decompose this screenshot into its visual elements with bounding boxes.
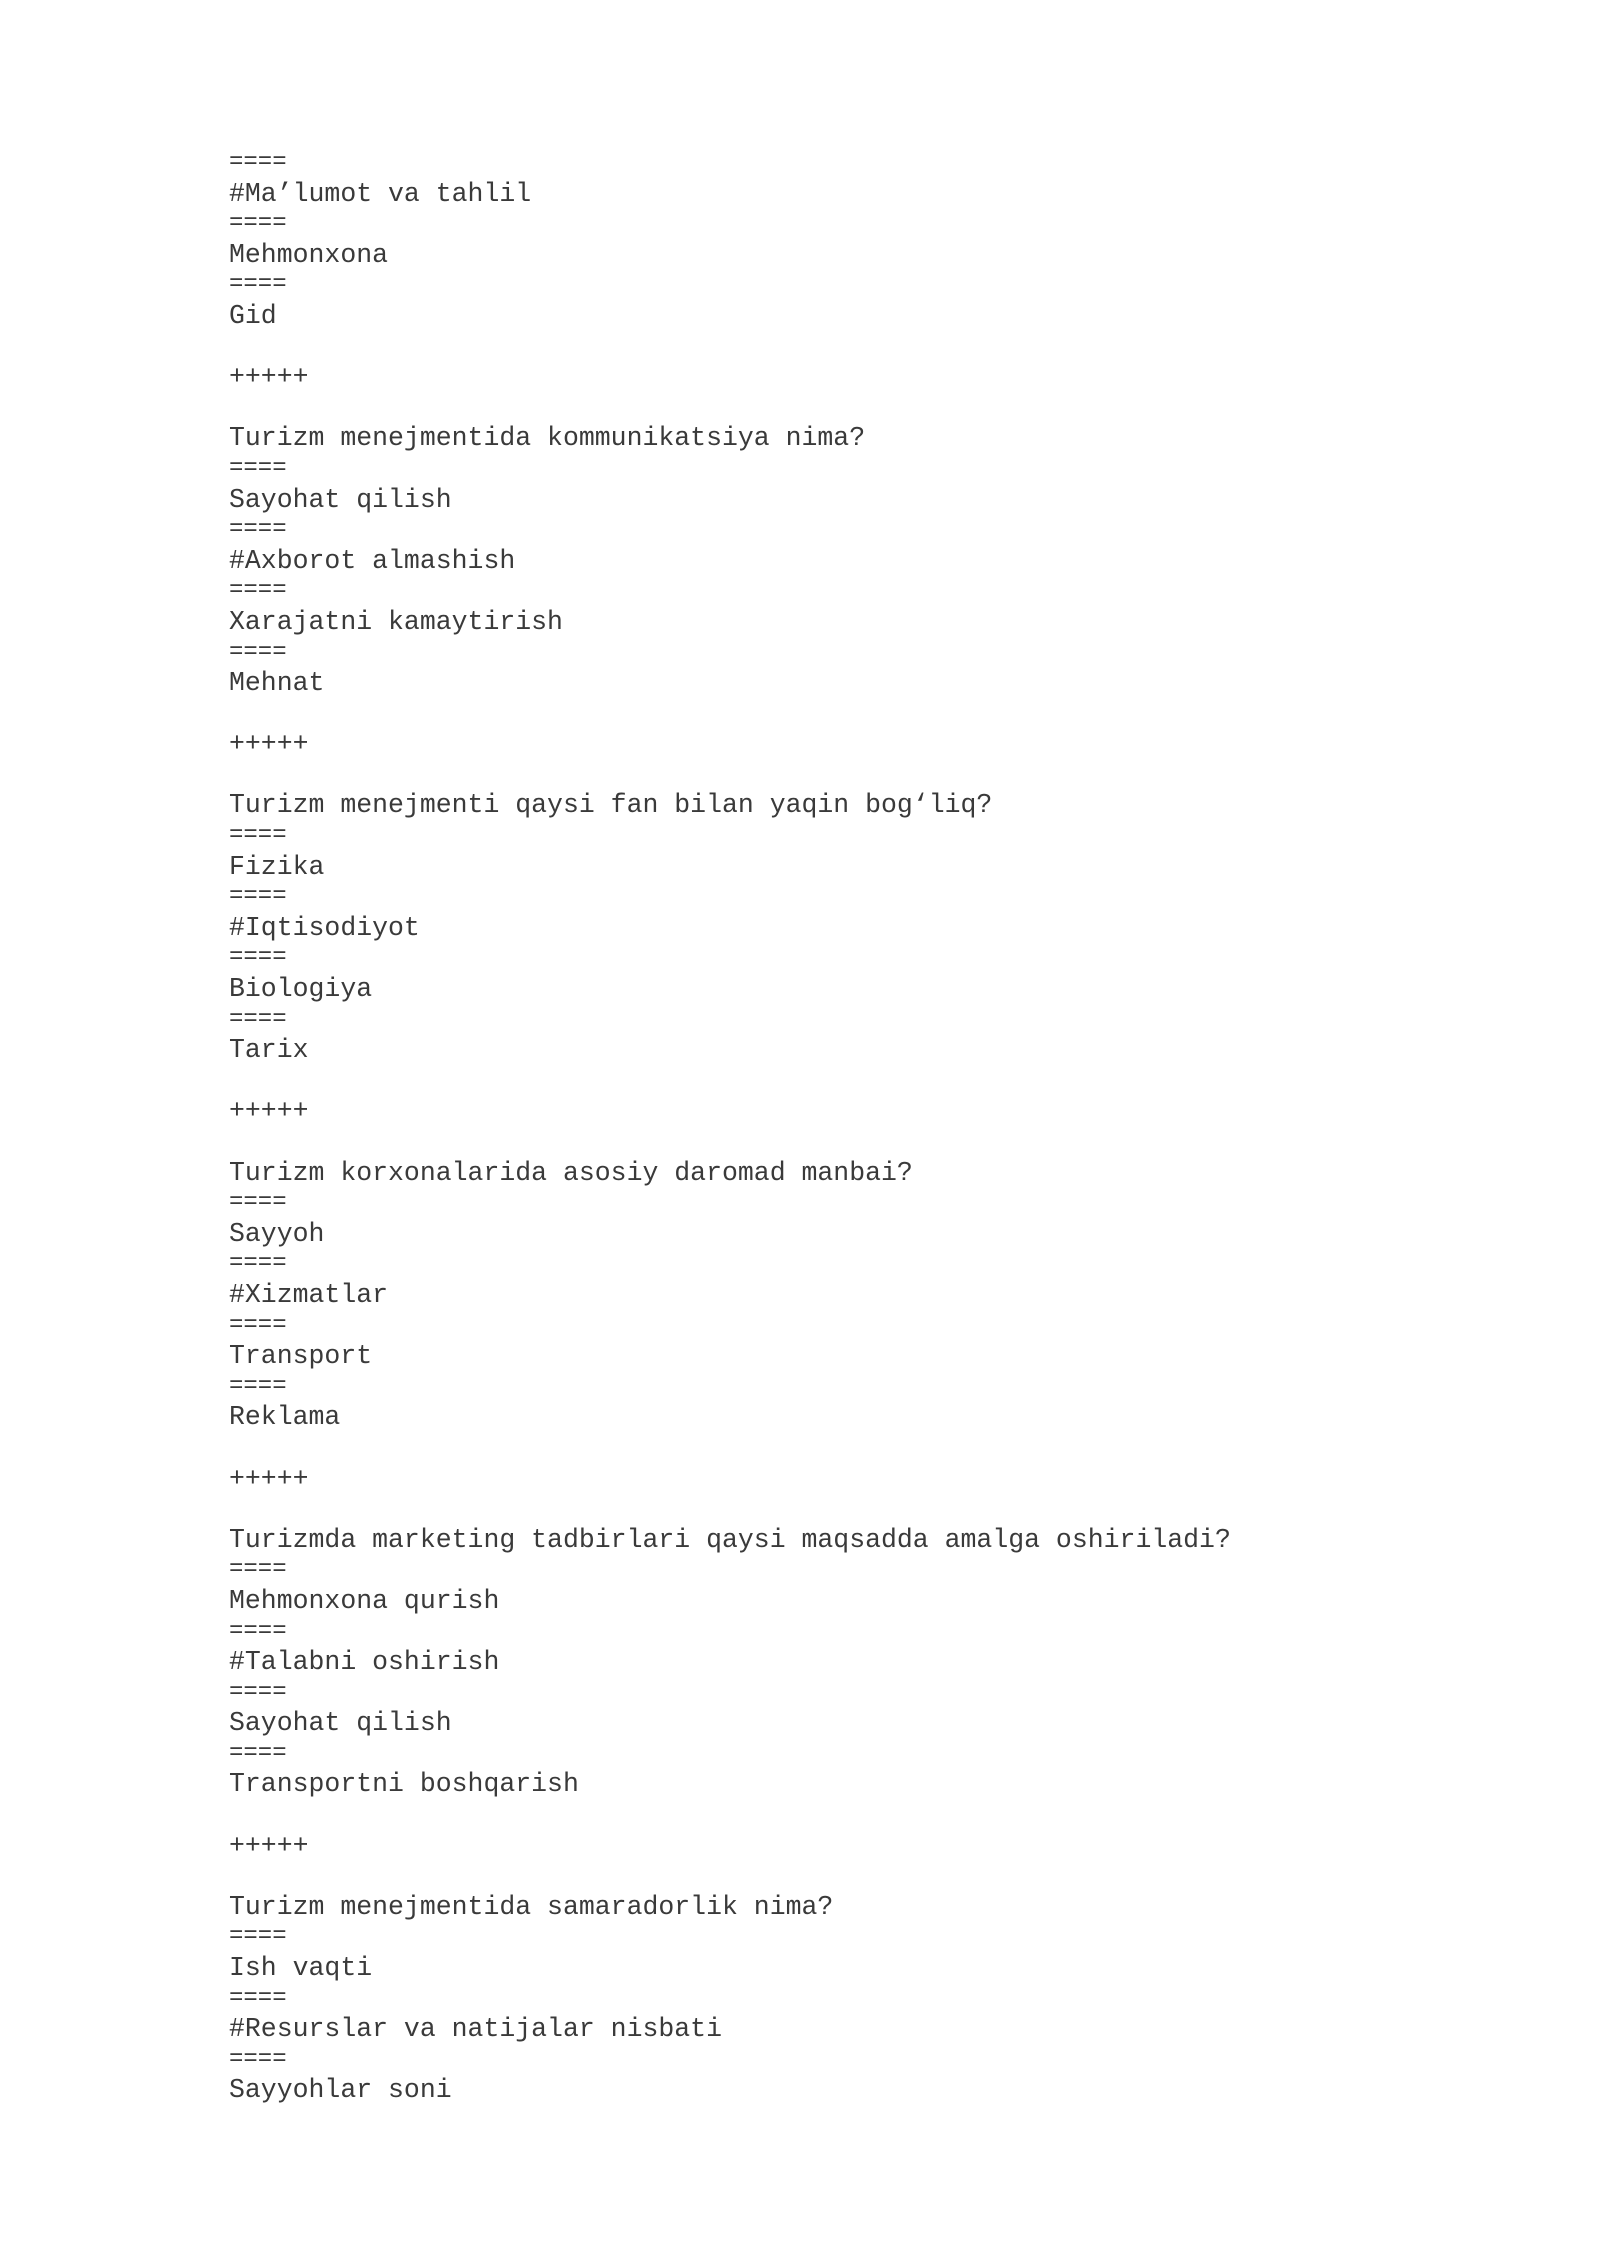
- block-separator: +++++: [229, 1830, 309, 1861]
- question-text: Turizmda marketing tadbirlari qaysi maqsadda amalga oshiriladi?: [229, 1524, 1231, 1555]
- option: Sayyoh: [229, 1218, 325, 1249]
- option-separator: ====: [229, 1923, 287, 1951]
- option-correct: #Axborot almashish: [229, 545, 516, 576]
- question-text: Turizm menejmentida kommunikatsiya nima?: [229, 423, 866, 454]
- option-separator: ====: [229, 1678, 287, 1706]
- option-separator: ====: [229, 883, 287, 911]
- option-separator: ====: [229, 1250, 287, 1278]
- option-separator: ====: [229, 638, 287, 666]
- option: Sayyohlar soni: [229, 2075, 452, 2106]
- block-separator: +++++: [229, 362, 309, 393]
- block-separator: +++++: [229, 1096, 309, 1127]
- option-correct: #Resurslar va natijalar nisbati: [229, 2014, 722, 2045]
- option: Tarix: [229, 1035, 309, 1066]
- question-text: Turizm menejmentida samaradorlik nima?: [229, 1891, 834, 1922]
- option: Sayohat qilish: [229, 1708, 452, 1739]
- option-separator: ====: [229, 149, 287, 176]
- question-text: Turizm korxonalarida asosiy daromad manbai?: [229, 1157, 913, 1188]
- option: Mehmonxona: [229, 239, 389, 270]
- option-separator: ====: [229, 822, 287, 850]
- option: Transportni boshqarish: [229, 1769, 579, 1800]
- option: Xarajatni kamaytirish: [229, 606, 563, 637]
- option-separator: ====: [229, 577, 287, 605]
- option-separator: ====: [229, 271, 287, 299]
- option-correct: #Ma’lumot va tahlil: [229, 178, 532, 209]
- option: Ish vaqti: [229, 1953, 373, 1984]
- option-separator: ====: [229, 1372, 287, 1400]
- block-separator: +++++: [229, 1463, 309, 1494]
- option: Sayohat qilish: [229, 484, 452, 515]
- option-separator: ====: [229, 1617, 287, 1645]
- option: Gid: [229, 300, 277, 331]
- option: Fizika: [229, 851, 325, 882]
- option-separator: ====: [229, 454, 287, 482]
- question-text: Turizm menejmenti qaysi fan bilan yaqin bog‘liq?: [229, 790, 993, 821]
- document-page: [229, 148, 1529, 2106]
- option-separator: ====: [229, 944, 287, 972]
- option-separator: ====: [229, 2045, 287, 2073]
- option-correct: #Xizmatlar: [229, 1279, 389, 1310]
- option-separator: ====: [229, 516, 287, 544]
- option: Transport: [229, 1341, 373, 1372]
- option-separator: ====: [229, 1189, 287, 1217]
- option-separator: ====: [229, 1311, 287, 1339]
- option-correct: #Iqtisodiyot: [229, 912, 420, 943]
- option-separator: ====: [229, 210, 287, 238]
- option-separator: ====: [229, 1005, 287, 1033]
- option-correct: #Talabni oshirish: [229, 1647, 500, 1678]
- option-separator: ====: [229, 1739, 287, 1767]
- option: Mehmonxona qurish: [229, 1585, 500, 1616]
- option: Mehnat: [229, 668, 325, 699]
- option-separator: ====: [229, 1556, 287, 1584]
- block-separator: +++++: [229, 729, 309, 760]
- option: Reklama: [229, 1402, 341, 1433]
- option-separator: ====: [229, 1984, 287, 2012]
- option: Biologiya: [229, 974, 373, 1005]
